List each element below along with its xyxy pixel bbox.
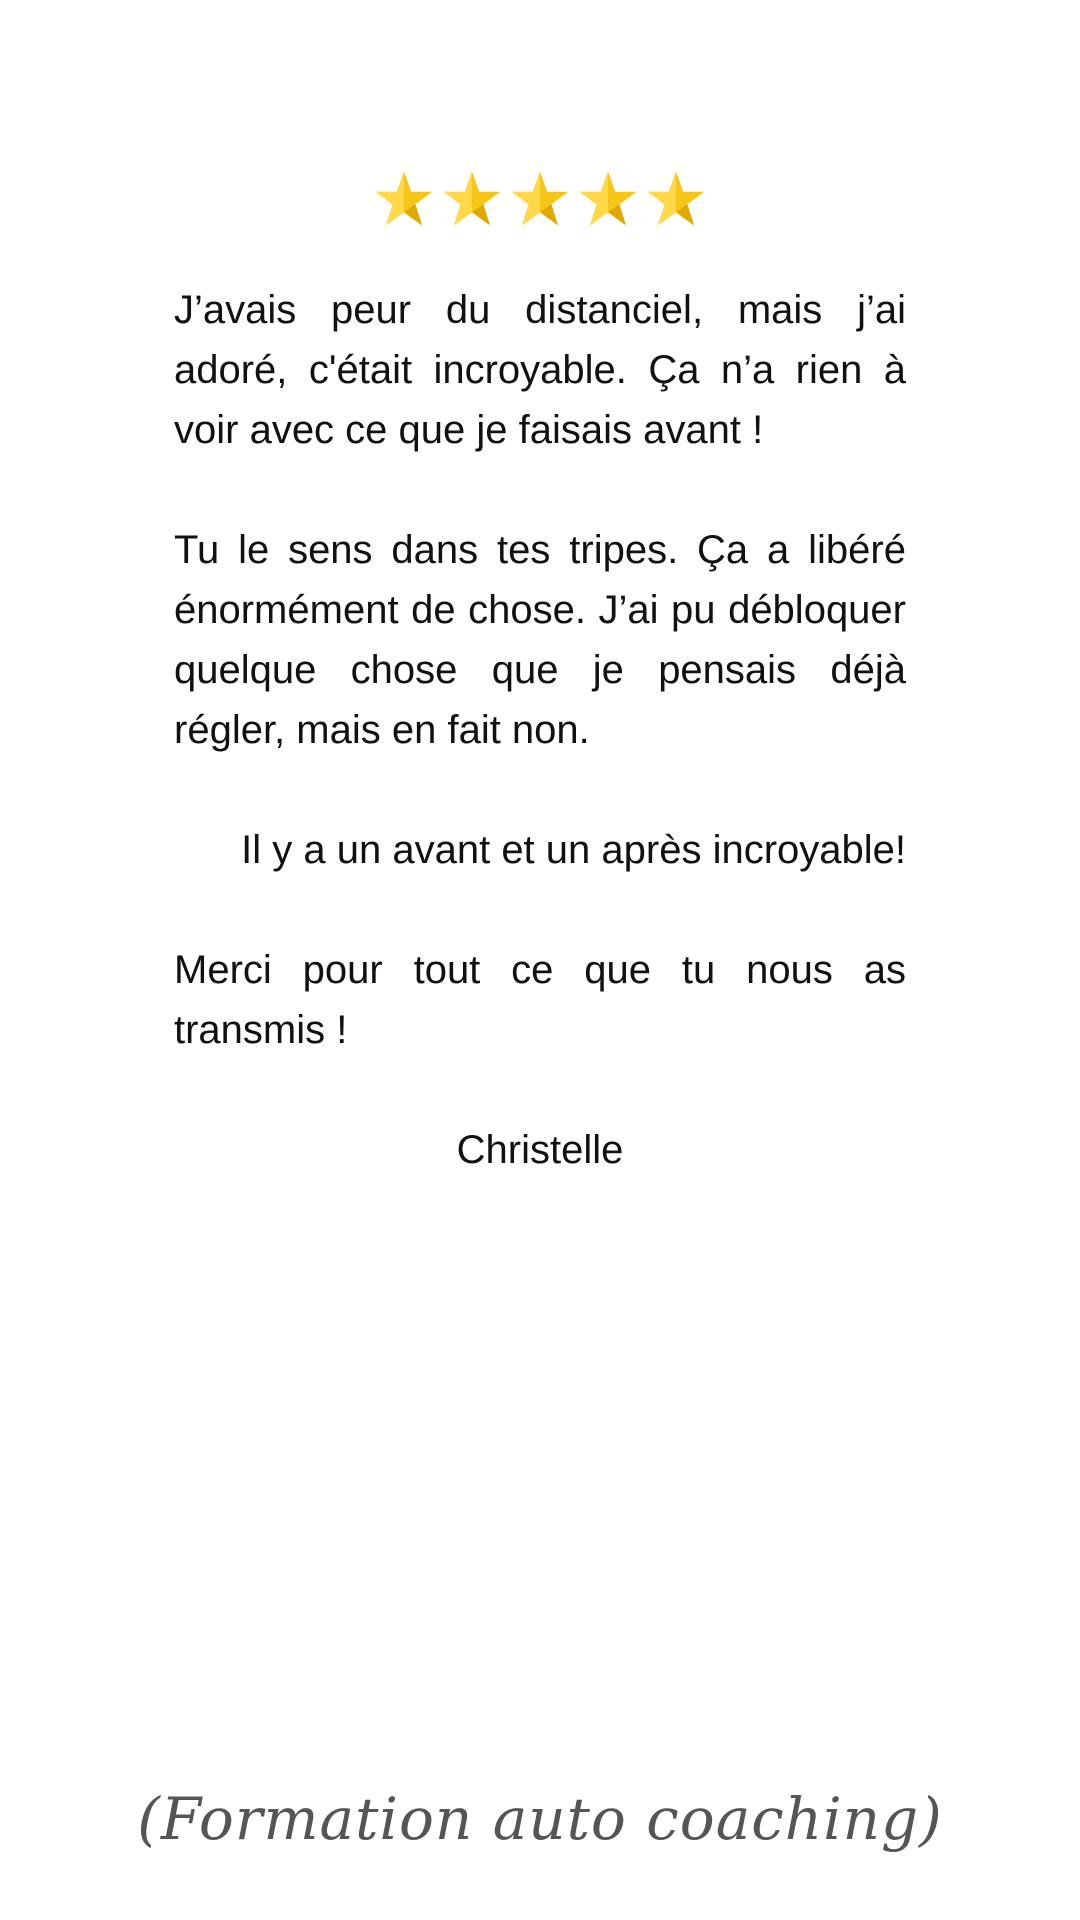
testimonial-body xyxy=(174,280,906,1180)
star-icon xyxy=(578,168,638,230)
testimonial-paragraph: Merci pour tout ce que tu nous as transmis ! xyxy=(174,948,906,1052)
testimonial-paragraph: Il y a un avant et un après incroyable! xyxy=(241,828,906,872)
testimonial-paragraph: J’avais peur du distanciel, mais j’ai adoré, c'était incroyable. Ça n’a rien à voir avec ce que je faisais avant ! xyxy=(174,288,906,452)
testimonial-author: Christelle xyxy=(456,1128,624,1172)
star-icon xyxy=(510,168,570,230)
star-icon xyxy=(442,168,502,230)
course-caption: (Formation auto coaching) xyxy=(137,1785,943,1853)
star-rating xyxy=(0,168,1080,238)
star-icon xyxy=(646,168,706,230)
testimonial-paragraph: Tu le sens dans tes tripes. Ça a libéré énormément de chose. J’ai pu débloquer quelque chose que je pensais déjà régler, mais en fait non. xyxy=(174,528,906,752)
star-icon xyxy=(374,168,434,230)
